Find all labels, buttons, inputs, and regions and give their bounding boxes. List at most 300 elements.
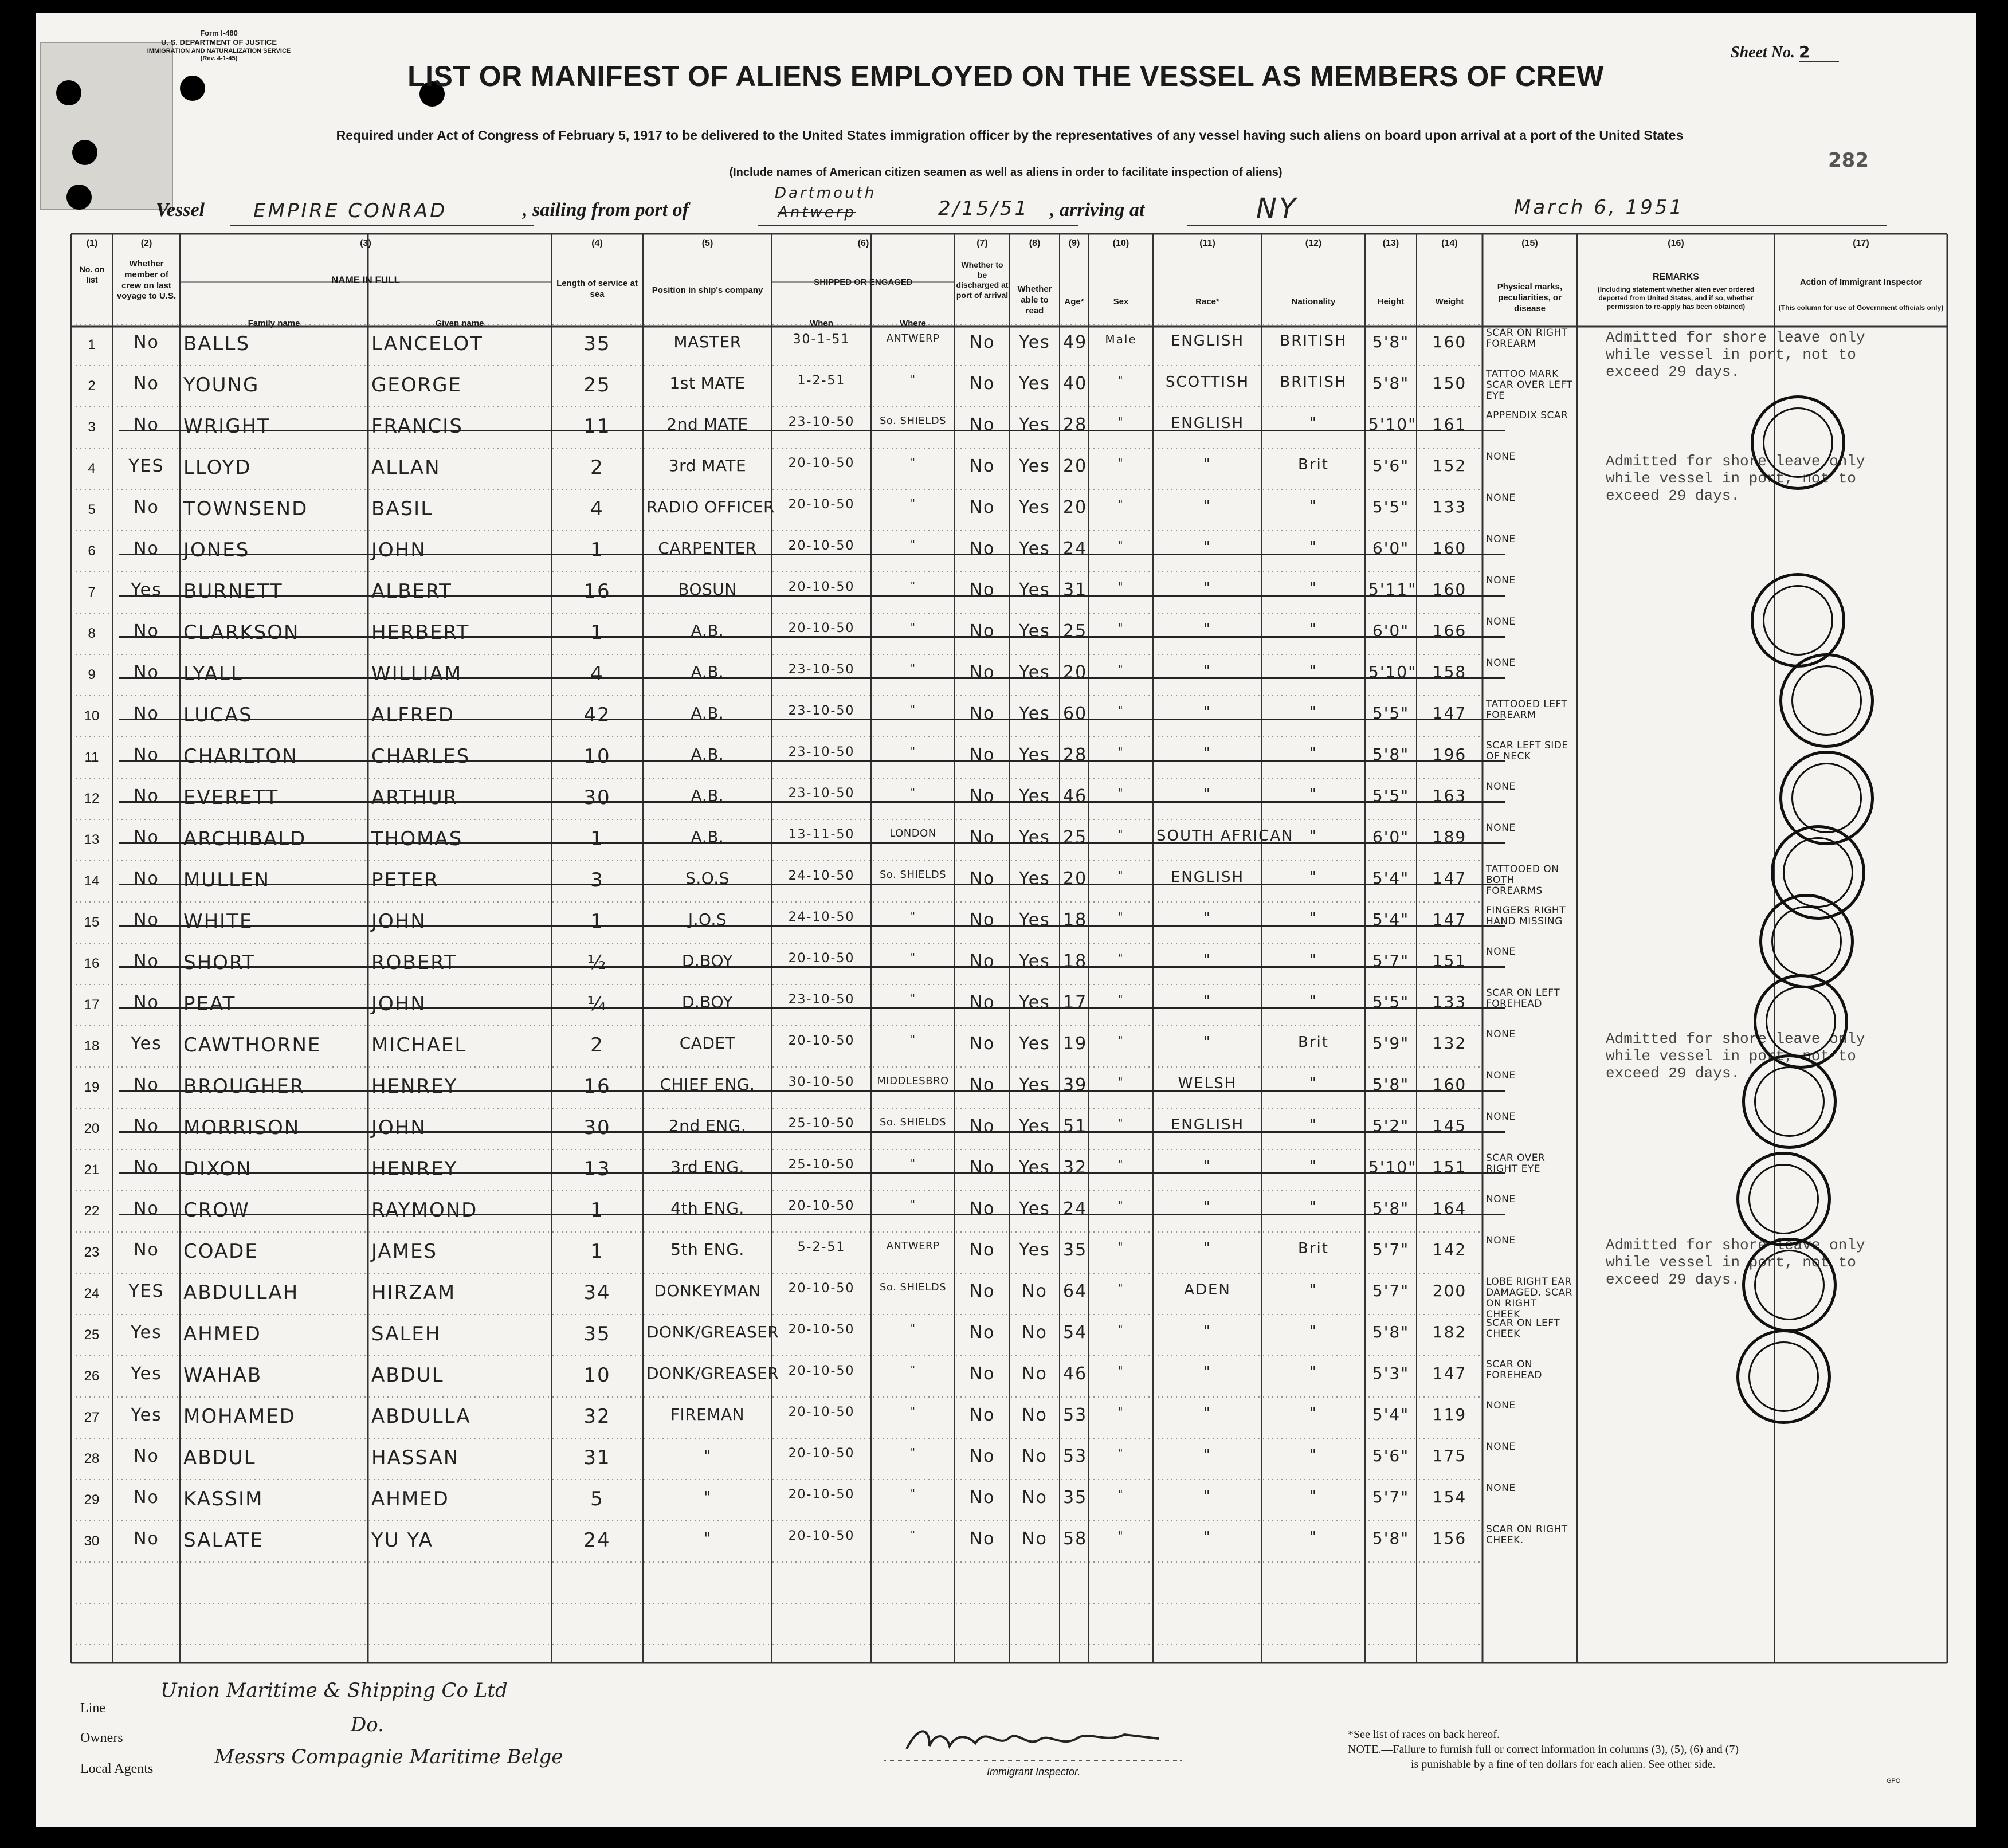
crew-family-name: BALLS [183,332,250,355]
fine-note: NOTE.—Failure to furnish full or correct information in columns (3), (5), (6) and (7) [1348,1743,1739,1756]
crew-prev-voyage: No [134,1116,159,1136]
crew-race: ENGLISH [1170,415,1245,432]
crew-race: " [1203,1199,1211,1216]
crew-row-number: 7 [88,584,96,600]
crew-given-name: HASSAN [371,1446,460,1469]
crew-service-years: 30 [583,1116,611,1139]
crew-row-number: 9 [88,667,96,682]
crew-discharged: No [969,1199,995,1219]
crew-physical-marks: SCAR ON LEFT FOREHEAD [1486,987,1560,1010]
crew-position: A.B. [691,827,724,846]
crew-weight: 163 [1432,786,1467,805]
crew-age: 24 [1063,539,1088,559]
crew-physical-marks: SCAR ON LEFT CHEEK [1486,1317,1560,1340]
agents-label: Local Agents [80,1761,154,1776]
crew-given-name: HENREY [371,1158,458,1180]
crew-family-name: EVERETT [183,786,279,809]
crew-race: " [1203,1323,1211,1340]
crew-row-number: 13 [84,832,100,848]
crew-height: 5'10" [1368,1158,1417,1176]
crew-row-number: 12 [84,791,100,806]
crew-age: 18 [1063,951,1088,971]
crew-weight: 150 [1432,374,1467,393]
crew-weight: 200 [1432,1281,1467,1300]
crew-age: 53 [1063,1405,1088,1425]
crew-shipped-where: " [910,662,916,674]
crew-family-name: JONES [183,539,250,562]
crew-weight: 133 [1432,497,1467,516]
crew-weight: 161 [1432,415,1467,434]
crew-race: " [1203,539,1211,556]
crew-position: 3rd ENG. [670,1158,744,1176]
crew-discharged: No [969,1281,995,1301]
header-remarks: REMARKS [1653,272,1699,282]
crew-row-number: 10 [84,708,100,724]
crew-age: 49 [1063,332,1088,352]
header-no-on-list: No. on list [79,265,105,284]
crew-prev-voyage: No [134,1158,159,1178]
crew-weight: 145 [1432,1116,1467,1135]
crew-weight: 151 [1432,1158,1467,1176]
crew-height: 5'7" [1372,951,1410,970]
crew-given-name: CHARLES [371,745,470,768]
crew-discharged: No [969,1034,995,1054]
crew-shipped-when: 20-10-50 [788,1323,855,1337]
page-title: LIST OR MANIFEST OF ALIENS EMPLOYED ON THE VESSEL AS MEMBERS OF CREW [407,60,1604,92]
crew-physical-marks: NONE [1486,492,1516,504]
crew-race: " [1203,745,1211,762]
crew-nationality: " [1309,869,1317,886]
crew-physical-marks: APPENDIX SCAR [1486,410,1568,421]
crew-age: 20 [1063,456,1088,476]
crew-row-number: 6 [88,543,96,559]
crew-race: WELSH [1178,1075,1237,1092]
column-number: (13) [1382,238,1399,248]
crew-nationality: " [1309,1364,1317,1381]
crew-sex: " [1117,827,1124,841]
crew-discharged: No [969,621,995,641]
crew-sex: " [1117,1240,1124,1254]
form-number: Form I-480 [200,29,238,37]
races-note: *See list of races on back hereof. [1348,1728,1500,1741]
column-number: (15) [1521,238,1538,248]
column-number: (11) [1199,238,1215,248]
crew-position: A.B. [691,745,724,764]
crew-position: " [703,1529,712,1548]
crew-sex: " [1117,374,1124,387]
crew-age: 46 [1063,786,1088,806]
crew-service-years: 2 [590,456,604,479]
crew-position: 5th ENG. [670,1240,744,1259]
crew-discharged: No [969,1488,995,1508]
crew-prev-voyage: Yes [131,1364,162,1384]
crew-shipped-where: So. SHIELDS [879,869,947,881]
crew-shipped-where: " [910,580,916,592]
crew-age: 28 [1063,745,1088,765]
header-shipped-when: When [810,319,833,328]
crew-row-number: 29 [84,1492,100,1508]
crew-physical-marks: NONE [1486,616,1516,627]
crew-shipped-when: 20-10-50 [788,497,855,512]
crew-shipped-when: 20-10-50 [788,951,855,966]
header-sex: Sex [1113,297,1129,307]
crew-race: " [1203,662,1211,680]
crew-shipped-when: 20-10-50 [788,1488,855,1502]
crew-race: " [1203,1158,1211,1175]
crew-nationality: Brit [1298,456,1329,473]
crew-nationality: BRITISH [1280,374,1347,391]
crew-prev-voyage: No [134,992,159,1013]
crew-prev-voyage: No [134,332,159,352]
crew-weight: 160 [1432,580,1467,599]
crew-shipped-where: " [910,1405,916,1417]
crew-given-name: RAYMOND [371,1199,478,1222]
crew-sex: " [1117,662,1124,676]
crew-able-to-read: Yes [1019,910,1050,930]
crew-sex: " [1117,1323,1124,1336]
crew-age: 35 [1063,1488,1088,1508]
strike-through-line [119,1172,1505,1174]
crew-race: " [1203,1446,1211,1464]
strike-through-line [119,719,1505,720]
crew-height: 5'10" [1368,415,1417,434]
crew-shipped-when: 23-10-50 [788,745,855,759]
crew-age: 28 [1063,415,1088,435]
crew-physical-marks: SCAR ON RIGHT FOREARM [1486,327,1568,350]
strike-through-line [119,554,1505,555]
crew-age: 17 [1063,992,1088,1013]
crew-physical-marks: NONE [1486,781,1516,792]
consulate-seal [1736,1329,1831,1424]
crew-position: 3rd MATE [668,456,747,475]
crew-height: 5'2" [1372,1116,1410,1135]
crew-nationality: " [1309,1075,1317,1092]
crew-height: 5'4" [1372,910,1410,929]
crew-weight: 175 [1432,1446,1467,1465]
crew-shipped-when: 23-10-50 [788,786,855,801]
crew-nationality: " [1309,662,1317,680]
crew-sex: " [1117,539,1124,552]
crew-nationality: " [1309,1323,1317,1340]
consulate-seal [1742,1238,1837,1332]
crew-height: 5'6" [1372,456,1410,475]
crew-sex: " [1117,497,1124,511]
crew-able-to-read: Yes [1019,374,1050,394]
crew-prev-voyage: No [134,662,159,682]
crew-prev-voyage: Yes [131,1323,162,1343]
crew-service-years: 34 [583,1281,611,1304]
crew-age: 20 [1063,869,1088,889]
crew-shipped-when: 20-10-50 [788,1446,855,1461]
crew-sex: " [1117,1075,1124,1089]
crew-position: CADET [679,1034,736,1053]
crew-weight: 119 [1432,1405,1467,1424]
crew-shipped-where: " [910,1529,916,1541]
crew-age: 20 [1063,497,1088,517]
crew-row-number: 3 [88,419,96,435]
crew-sex: " [1117,621,1124,635]
strike-through-line [119,636,1505,638]
crew-able-to-read: No [1022,1364,1048,1384]
header-family-name: Family name [248,319,300,328]
crew-height: 5'6" [1372,1446,1410,1465]
crew-position: J.O.S [688,910,727,929]
crew-given-name: ALFRED [371,704,455,727]
crew-position: S.O.S [685,869,730,888]
inspector-rule [884,1760,1182,1761]
crew-able-to-read: Yes [1019,539,1050,559]
crew-given-name: PETER [371,869,439,892]
crew-age: 64 [1063,1281,1088,1301]
crew-shipped-when: 23-10-50 [788,704,855,718]
crew-prev-voyage: No [134,1529,159,1549]
crew-height: 5'11" [1368,580,1417,599]
crew-family-name: ABDULLAH [183,1281,299,1304]
crew-position: A.B. [691,704,724,723]
sailing-date: 2/15/51 [938,197,1030,220]
line-value: Union Maritime & Shipping Co Ltd [160,1679,508,1702]
sheet-value: 2 [1799,42,1839,62]
crew-shipped-when: 20-10-50 [788,621,855,635]
crew-able-to-read: Yes [1019,1075,1050,1095]
crew-able-to-read: Yes [1019,745,1050,765]
crew-able-to-read: Yes [1019,827,1050,848]
column-number: (7) [976,238,988,248]
crew-age: 25 [1063,827,1088,848]
crew-service-years: 1 [590,827,604,850]
crew-shipped-where: " [910,745,916,757]
inspector-label: Immigrant Inspector. [987,1766,1081,1778]
crew-sex: " [1117,1158,1124,1171]
crew-nationality: " [1309,910,1317,927]
inspector-signature [895,1714,1170,1766]
crew-discharged: No [969,1240,995,1260]
crew-position: FIREMAN [670,1405,745,1424]
column-number: (2) [140,238,152,248]
crew-age: 39 [1063,1075,1088,1095]
crew-prev-voyage: No [134,704,159,724]
crew-age: 24 [1063,1199,1088,1219]
crew-sex: " [1117,1199,1124,1213]
crew-discharged: No [969,662,995,682]
crew-sex: " [1117,415,1124,429]
crew-family-name: MORRISON [183,1116,300,1139]
crew-shipped-where: ANTWERP [886,332,940,344]
column-number: (6) [857,238,869,248]
crew-given-name: MICHAEL [371,1034,467,1057]
shore-leave-stamp: Admitted for shore leave only while vessel in port, not to exceed 29 days. [1606,453,1865,504]
crew-sex: Male [1105,332,1137,346]
crew-discharged: No [969,992,995,1013]
owners-value: Do. [351,1713,384,1736]
crew-service-years: 2 [590,1034,604,1057]
crew-given-name: WILLIAM [371,662,462,685]
crew-given-name: ROBERT [371,951,457,974]
crew-family-name: KASSIM [183,1488,264,1510]
crew-weight: 160 [1432,539,1467,558]
crew-service-years: 42 [583,704,611,727]
crew-able-to-read: Yes [1019,1158,1050,1178]
crew-physical-marks: NONE [1486,451,1516,462]
header-weight: Weight [1435,297,1464,307]
crew-prev-voyage: No [134,786,159,806]
crew-position: DONK/GREASER [646,1323,779,1341]
strike-through-line [119,925,1505,927]
crew-row-number: 17 [84,997,100,1013]
header-physical-marks: Physical marks, peculiarities, or disease [1497,282,1563,313]
crew-sex: " [1117,869,1124,882]
header-shipped-where: Where [900,319,926,328]
crew-sex: " [1117,745,1124,759]
header-length-of-service: Length of service at sea [556,278,638,299]
crew-weight: 154 [1432,1488,1467,1506]
crew-row-number: 8 [88,626,96,641]
crew-given-name: JOHN [371,910,426,933]
crew-age: 32 [1063,1158,1088,1178]
crew-shipped-where: ANTWERP [886,1240,940,1252]
crew-position: DONK/GREASER [646,1364,779,1383]
crew-family-name: LUCAS [183,704,253,727]
crew-weight: 132 [1432,1034,1467,1053]
crew-position: MASTER [673,332,742,351]
crew-height: 6'0" [1372,621,1410,640]
crew-family-name: WHITE [183,910,253,933]
crew-physical-marks: TATTOO MARK SCAR OVER LEFT EYE [1486,368,1573,402]
consulate-seal [1754,974,1848,1069]
crew-shipped-when: 23-10-50 [788,415,855,429]
crew-given-name: HERBERT [371,621,470,644]
crew-sex: " [1117,910,1124,924]
crew-height: 5'10" [1368,662,1417,681]
crew-family-name: SHORT [183,951,256,974]
crew-prev-voyage: No [134,951,159,971]
crew-sex: " [1117,1446,1124,1460]
crew-sex: " [1117,1488,1124,1501]
page-stamp-number: 282 [1828,149,1869,172]
crew-family-name: MOHAMED [183,1405,296,1428]
crew-given-name: JAMES [371,1240,438,1263]
consulate-seal [1779,653,1874,748]
agents-value: Messrs Compagnie Maritime Belge [214,1745,563,1768]
crew-able-to-read: Yes [1019,497,1050,517]
crew-shipped-where: So. SHIELDS [879,415,947,427]
crew-nationality: " [1309,621,1317,638]
crew-race: " [1203,951,1211,968]
crew-age: 20 [1063,662,1088,682]
crew-row-number: 14 [84,873,100,889]
crew-family-name: CLARKSON [183,621,300,644]
crew-given-name: SALEH [371,1323,441,1345]
crew-position: CHIEF ENG. [660,1075,755,1094]
crew-row-number: 18 [84,1038,100,1054]
crew-prev-voyage: YES [128,1281,164,1301]
header-height: Height [1377,297,1405,307]
department: U. S. DEPARTMENT OF JUSTICE [161,38,277,47]
crew-shipped-where: " [910,539,916,551]
crew-physical-marks: TATTOOED ON BOTH FOREARMS [1486,864,1559,897]
crew-able-to-read: Yes [1019,1240,1050,1260]
crew-able-to-read: Yes [1019,992,1050,1013]
crew-service-years: 10 [583,1364,611,1387]
crew-race: " [1203,1529,1211,1546]
crew-shipped-when: 23-10-50 [788,992,855,1007]
crew-height: 5'8" [1372,1075,1410,1094]
strike-through-line [119,595,1505,597]
crew-weight: 133 [1432,992,1467,1011]
crew-family-name: ARCHIBALD [183,827,307,850]
crew-family-name: COADE [183,1240,258,1263]
crew-shipped-when: 20-10-50 [788,1364,855,1378]
crew-age: 25 [1063,621,1088,641]
header-discharged: Whether to be discharged at port of arrival [956,260,1009,300]
crew-sex: " [1117,951,1124,965]
crew-race: " [1203,497,1211,515]
page-instruction: (Include names of American citizen seamen as well as aliens in order to facilitate inspection of aliens) [729,166,1283,179]
crew-height: 5'8" [1372,1199,1410,1218]
crew-discharged: No [969,1405,995,1425]
header-prev-voyage: Whether member of crew on last voyage to U.S. [116,259,177,301]
crew-family-name: ABDUL [183,1446,256,1469]
crew-weight: 160 [1432,332,1467,351]
crew-physical-marks: SCAR LEFT SIDE OF NECK [1486,740,1568,762]
crew-shipped-when: 20-10-50 [788,456,855,470]
crew-shipped-where: " [910,497,916,509]
crew-weight: 152 [1432,456,1467,475]
crew-race: ENGLISH [1170,869,1245,886]
header-given-name: Given name [435,319,484,328]
crew-nationality: " [1309,1488,1317,1505]
crew-sex: " [1117,456,1124,470]
crew-shipped-when: 20-10-50 [788,1529,855,1543]
crew-race: " [1203,621,1211,638]
crew-race: " [1203,910,1211,927]
crew-discharged: No [969,786,995,806]
crew-family-name: MULLEN [183,869,270,892]
header-remarks-note: (Including statement whether alien ever ordered deported from United States, and if so, whether permission to re-apply has been obtained) [1597,285,1755,311]
crew-able-to-read: No [1022,1323,1048,1343]
crew-height: 5'8" [1372,1323,1410,1341]
crew-service-years: 4 [590,497,604,520]
crew-height: 5'5" [1372,786,1410,805]
crew-shipped-when: 13-11-50 [788,827,855,842]
crew-row-number: 27 [84,1410,100,1425]
header-able-to-read: Whether able to read [1017,284,1052,316]
crew-weight: 166 [1432,621,1467,640]
crew-nationality: " [1309,992,1317,1010]
crew-shipped-where: " [910,1199,916,1211]
crew-discharged: No [969,827,995,848]
crew-shipped-when: 24-10-50 [788,869,855,883]
crew-row-number: 15 [84,915,100,930]
crew-weight: 147 [1432,910,1467,929]
crew-nationality: " [1309,1158,1317,1175]
crew-race: " [1203,704,1211,721]
column-number: (8) [1029,238,1041,248]
crew-position: DONKEYMAN [654,1281,761,1300]
owners-label: Owners [80,1731,123,1745]
crew-given-name: ARTHUR [371,786,458,809]
crew-height: 6'0" [1372,539,1410,558]
crew-prev-voyage: No [134,827,159,848]
crew-discharged: No [969,951,995,971]
crew-race: " [1203,1488,1211,1505]
crew-race: " [1203,580,1211,597]
crew-age: 35 [1063,1240,1088,1260]
sailing-port: Dartmouth [775,185,877,202]
crew-shipped-when: 1-2-51 [797,374,846,388]
crew-prev-voyage: No [134,1240,159,1260]
header-nationality: Nationality [1291,297,1336,307]
